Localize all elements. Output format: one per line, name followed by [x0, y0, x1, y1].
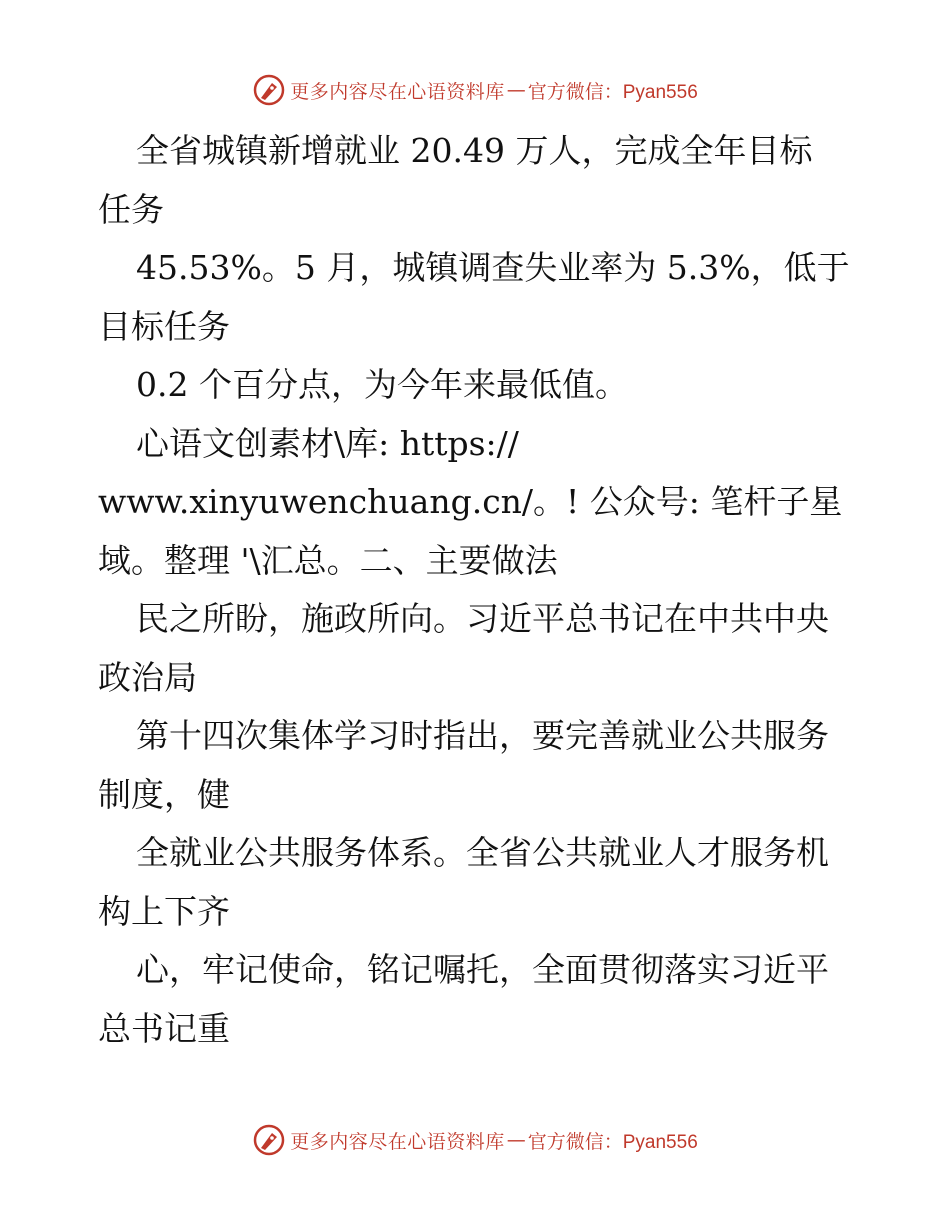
- body-line: www.xinyuwenchuang.cn/。! 公众号: 笔杆子星: [98, 482, 843, 521]
- body-line: 目标任务: [98, 306, 230, 346]
- footer-banner-wechat: 官方微信：Pyan556: [527, 1131, 698, 1153]
- header-banner-text: 更多内容尽在心语资料库: [290, 80, 505, 103]
- header-banner-separator: —: [506, 79, 526, 101]
- footer-banner-text: 更多内容尽在心语资料库: [290, 1130, 505, 1153]
- body-line: 心语文创素材\库: https://: [136, 423, 519, 463]
- footer-banner-separator: —: [506, 1129, 526, 1151]
- header-banner-wechat: 官方微信：Pyan556: [527, 81, 698, 103]
- pen-nib-logo-icon: [252, 73, 286, 107]
- body-line: 任务: [98, 189, 164, 229]
- body-line: 45.53%。5 月，城镇调查失业率为 5.3%，低于: [136, 248, 850, 287]
- body-line: 0.2 个百分点，为今年来最低值。: [136, 365, 628, 404]
- body-line: 域。整理 '\汇总。二、主要做法: [98, 540, 558, 580]
- pen-nib-logo-icon: [252, 1123, 286, 1157]
- document-body: [98, 122, 858, 1058]
- header-watermark-banner: [0, 70, 950, 110]
- footer-watermark-banner: [0, 1120, 950, 1160]
- body-line: 总书记重: [98, 1008, 230, 1048]
- body-line: 全省城镇新增就业 20.49 万人，完成全年目标: [136, 131, 813, 170]
- body-line: 心，牢记使命，铭记嘱托，全面贯彻落实习近平: [136, 950, 829, 989]
- body-line: 构上下齐: [98, 891, 230, 931]
- body-line: 民之所盼，施政所向。习近平总书记在中共中央: [136, 599, 829, 638]
- body-line: 制度，健: [98, 774, 230, 814]
- body-line: 第十四次集体学习时指出，要完善就业公共服务: [136, 716, 829, 755]
- body-line: 政治局: [98, 657, 197, 697]
- body-line: 全就业公共服务体系。全省公共就业人才服务机: [136, 833, 829, 872]
